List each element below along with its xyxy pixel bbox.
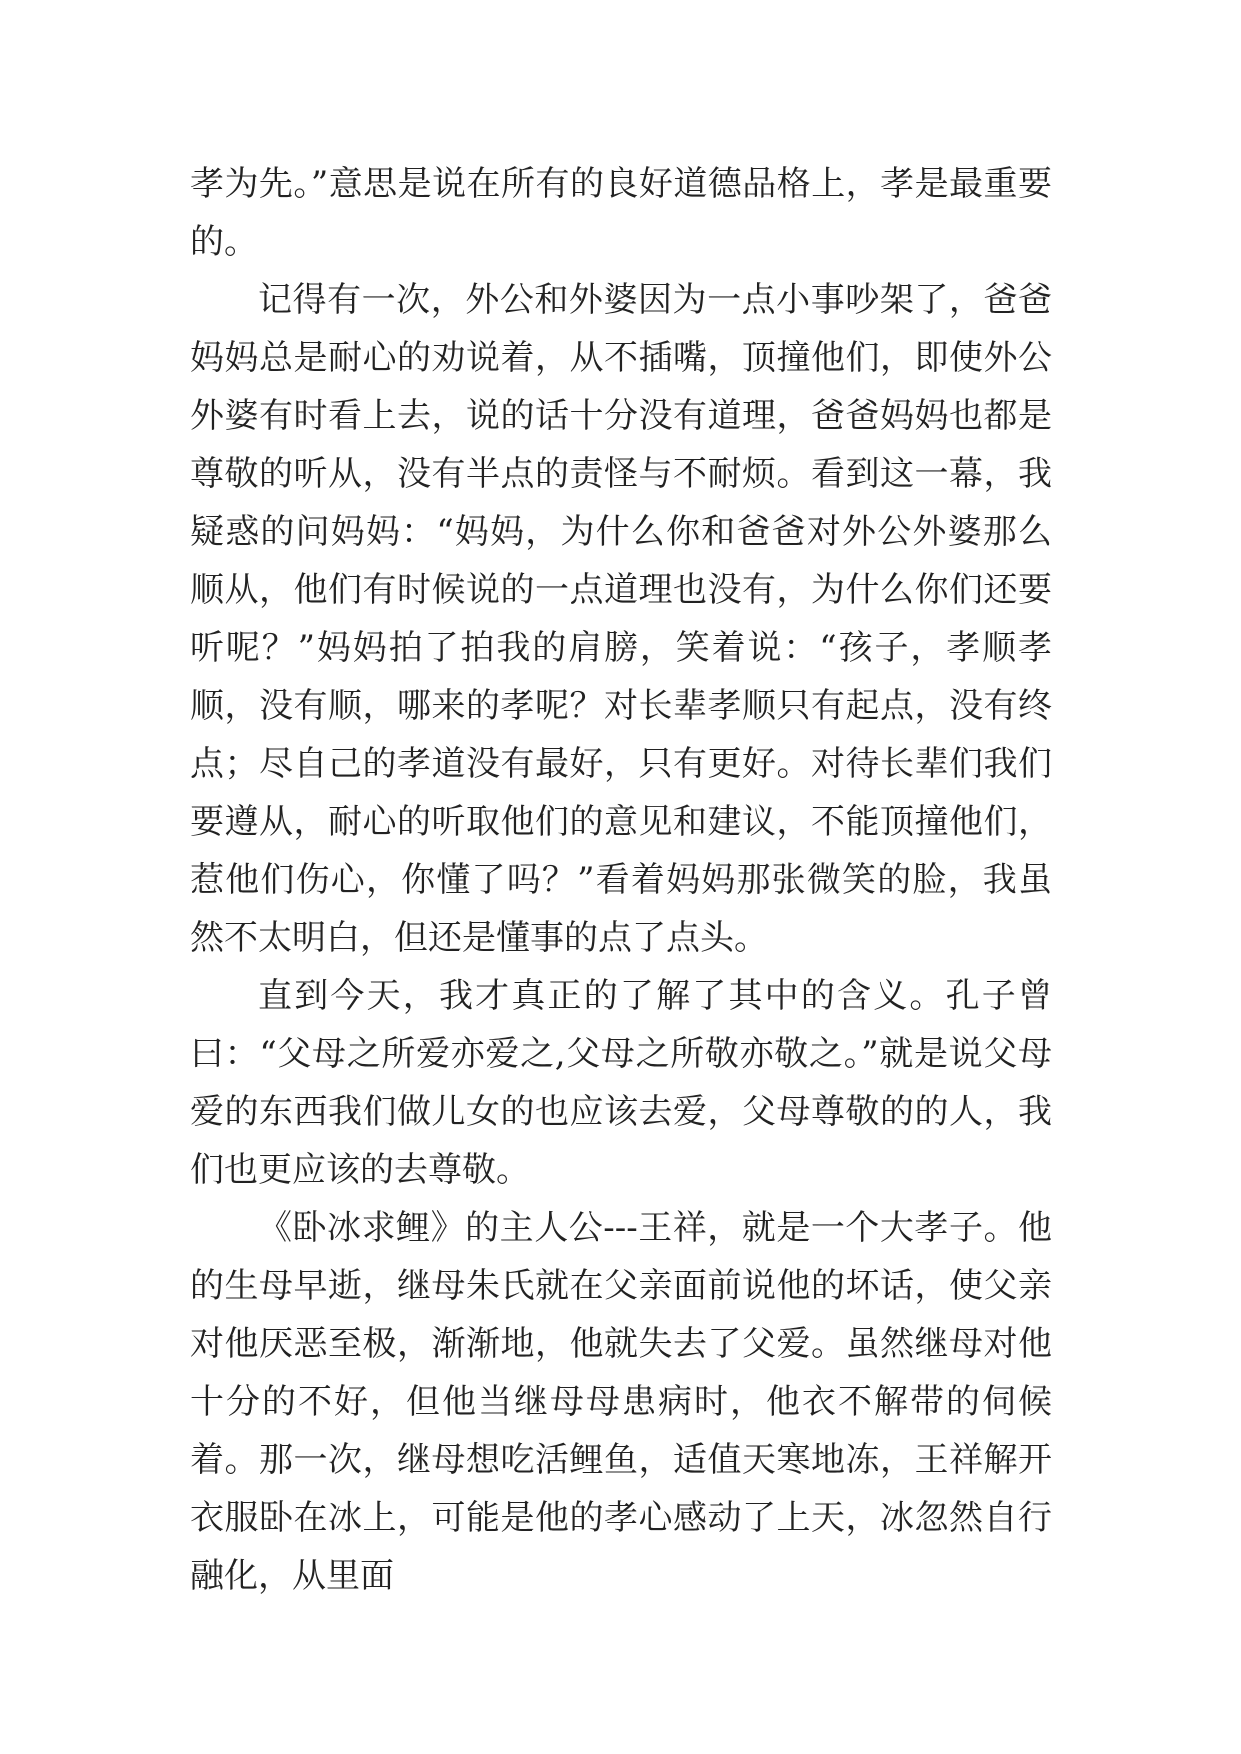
paragraph-4: 《卧冰求鲤》的主人公---王祥，就是一个大孝子。他的生母早逝，继母朱氏就在父亲面前说他的坏话，使父亲对他厌恶至极，渐渐地，他就失去了父爱。虽然继母对他十分的不好，但他当继母母患病时，他衣不解带的伺候着。那一次，继母想吃活鲤鱼，适值天寒地冻，王祥解开衣服卧在冰上，可能是他的孝心感动了上天，冰忽然自行融化，从里面 [190,1208,1052,1596]
paragraph-2: 记得有一次，外公和外婆因为一点小事吵架了，爸爸妈妈总是耐心的劝说着，从不插嘴，顶撞他们，即使外公外婆有时看上去，说的话十分没有道理，爸爸妈妈也都是尊敬的听从，没有半点的责怪与不耐烦。看到这一幕，我疑惑的问妈妈：“妈妈，为什么你和爸爸对外公外婆那么顺从，他们有时候说的一点道理也没有，为什么你们还要听呢？”妈妈拍了拍我的肩膀，笑着说：“孩子，孝顺孝顺，没有顺，哪来的孝呢？对长辈孝顺只有起点，没有终点；尽自己的孝道没有最好，只有更好。对待长辈们我们要遵从，耐心的听取他们的意见和建议，不能顶撞他们，惹他们伤心，你懂了吗？”看着妈妈那张微笑的脸，我虽然不太明白，但还是懂事的点了点头。 [190,280,1052,958]
body-text [190,155,1052,1605]
paragraph-3: 直到今天，我才真正的了解了其中的含义。孔子曾曰：“父母之所爱亦爱之,父母之所敬亦敬之。”就是说父母爱的东西我们做儿女的也应该去爱，父母尊敬的的人，我们也更应该的去尊敬。 [190,976,1052,1190]
paragraph-1: 孝为先。”意思是说在所有的良好道德品格上，孝是最重要的。 [190,164,1052,262]
